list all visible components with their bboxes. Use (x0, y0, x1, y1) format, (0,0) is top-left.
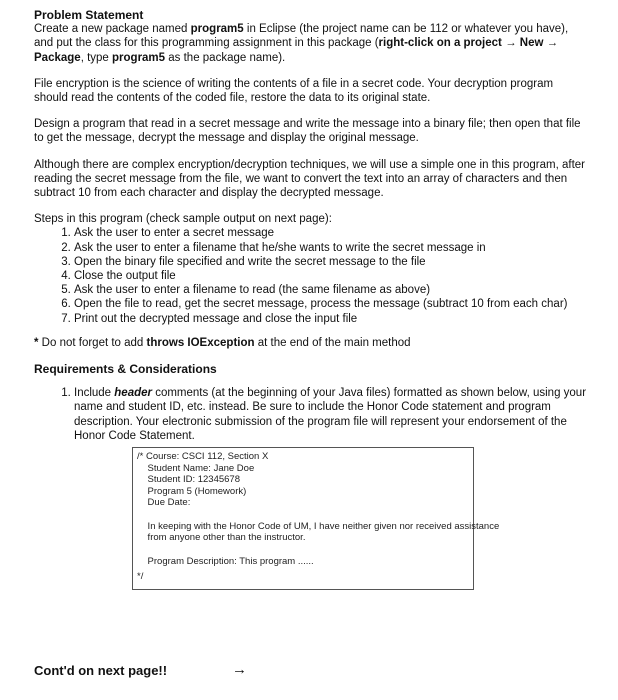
intro-menu-path: right-click on a project → New → Package (34, 37, 559, 64)
intro-package-name-2: program5 (112, 51, 166, 64)
techniques-paragraph: Although there are complex encryption/decryption techniques, we will use a simple one in this program, after reading the secret message from the file, we want to convert the text into an array of characters and then subtract 10 from each character and display the decrypted message. (34, 158, 586, 200)
note-throws: throws IOException (146, 336, 255, 349)
requirements-heading: Requirements & Considerations (34, 362, 217, 377)
note-text-2: at the end of the main method (254, 336, 411, 349)
header-line: /* Course: CSCI 112, Section X (137, 451, 269, 463)
step-item: 2. Ask the user to enter a filename that he/she wants to write the secret message in (74, 241, 590, 255)
header-line: */ (137, 571, 144, 583)
step-item: 3. Open the binary file specified and write the secret message to the file (74, 255, 590, 269)
header-line: Program 5 (Homework) (137, 485, 247, 497)
header-line: from anyone other than the instructor. (137, 532, 306, 544)
step-item: 4. Close the output file (74, 269, 590, 283)
header-line: Student Name: Jane Doe (137, 462, 255, 474)
req-text-2: comments (at the beginning of your Java files) formatted as shown below, using your name and student ID, etc. instead. Be sure to include the Honor Code statement and program description. Your electronic submission of the program file will represent your endorsement of the Honor Code Statement. (74, 387, 587, 442)
throws-note (34, 336, 590, 350)
intro-text-3: , type (80, 51, 113, 64)
right-arrow-icon: → (232, 661, 247, 678)
step-item: 7. Print out the decrypted message and close the input file (74, 312, 590, 326)
intro-package-name: program5 (190, 23, 244, 36)
intro-paragraph (34, 22, 590, 65)
note-star: * (34, 336, 39, 349)
header-line: In keeping with the Honor Code of UM, I have neither given nor received assistance (137, 520, 500, 532)
document-page (34, 8, 590, 590)
steps-intro: Steps in this program (check sample output on next page): (34, 213, 332, 226)
req-header-word: header (114, 387, 152, 400)
requirement-item (74, 386, 590, 443)
requirements-list (34, 386, 590, 443)
intro-text-4: as the package name). (165, 51, 286, 64)
header-line: Due Date: (137, 497, 191, 509)
step-item: 6. Open the file to read, get the secret message, process the message (subtract 10 from each char) (74, 297, 590, 311)
design-paragraph: Design a program that read in a secret message and write the message into a binary file; then open that file to get the message, decrypt the message and display the original message. (34, 118, 581, 145)
note-text-1: Do not forget to add (38, 336, 147, 349)
intro-text-1: Create a new package named (34, 23, 191, 36)
header-line: Program Description: This program ...... (137, 555, 314, 567)
continued-note: Cont'd on next page!! (34, 663, 168, 678)
steps-list (34, 226, 590, 325)
header-comment-box (132, 447, 500, 590)
step-item: 1. Ask the user to enter a secret message (74, 226, 590, 240)
intro-text-2: in Eclipse (the project name can be 112 or whatever you have), and put the class for this programming assignment in this package ( (34, 23, 569, 50)
page-title: Problem Statement (34, 8, 144, 22)
req-text-1: Include (74, 387, 115, 400)
step-item: 5. Ask the user to enter a filename to read (the same filename as above) (74, 283, 590, 297)
header-line: Student ID: 12345678 (137, 474, 240, 486)
encryption-paragraph: File encryption is the science of writing the contents of a file in a secret code. Your decryption program should read the contents of the coded file, restore the data to its original state. (34, 77, 554, 105)
